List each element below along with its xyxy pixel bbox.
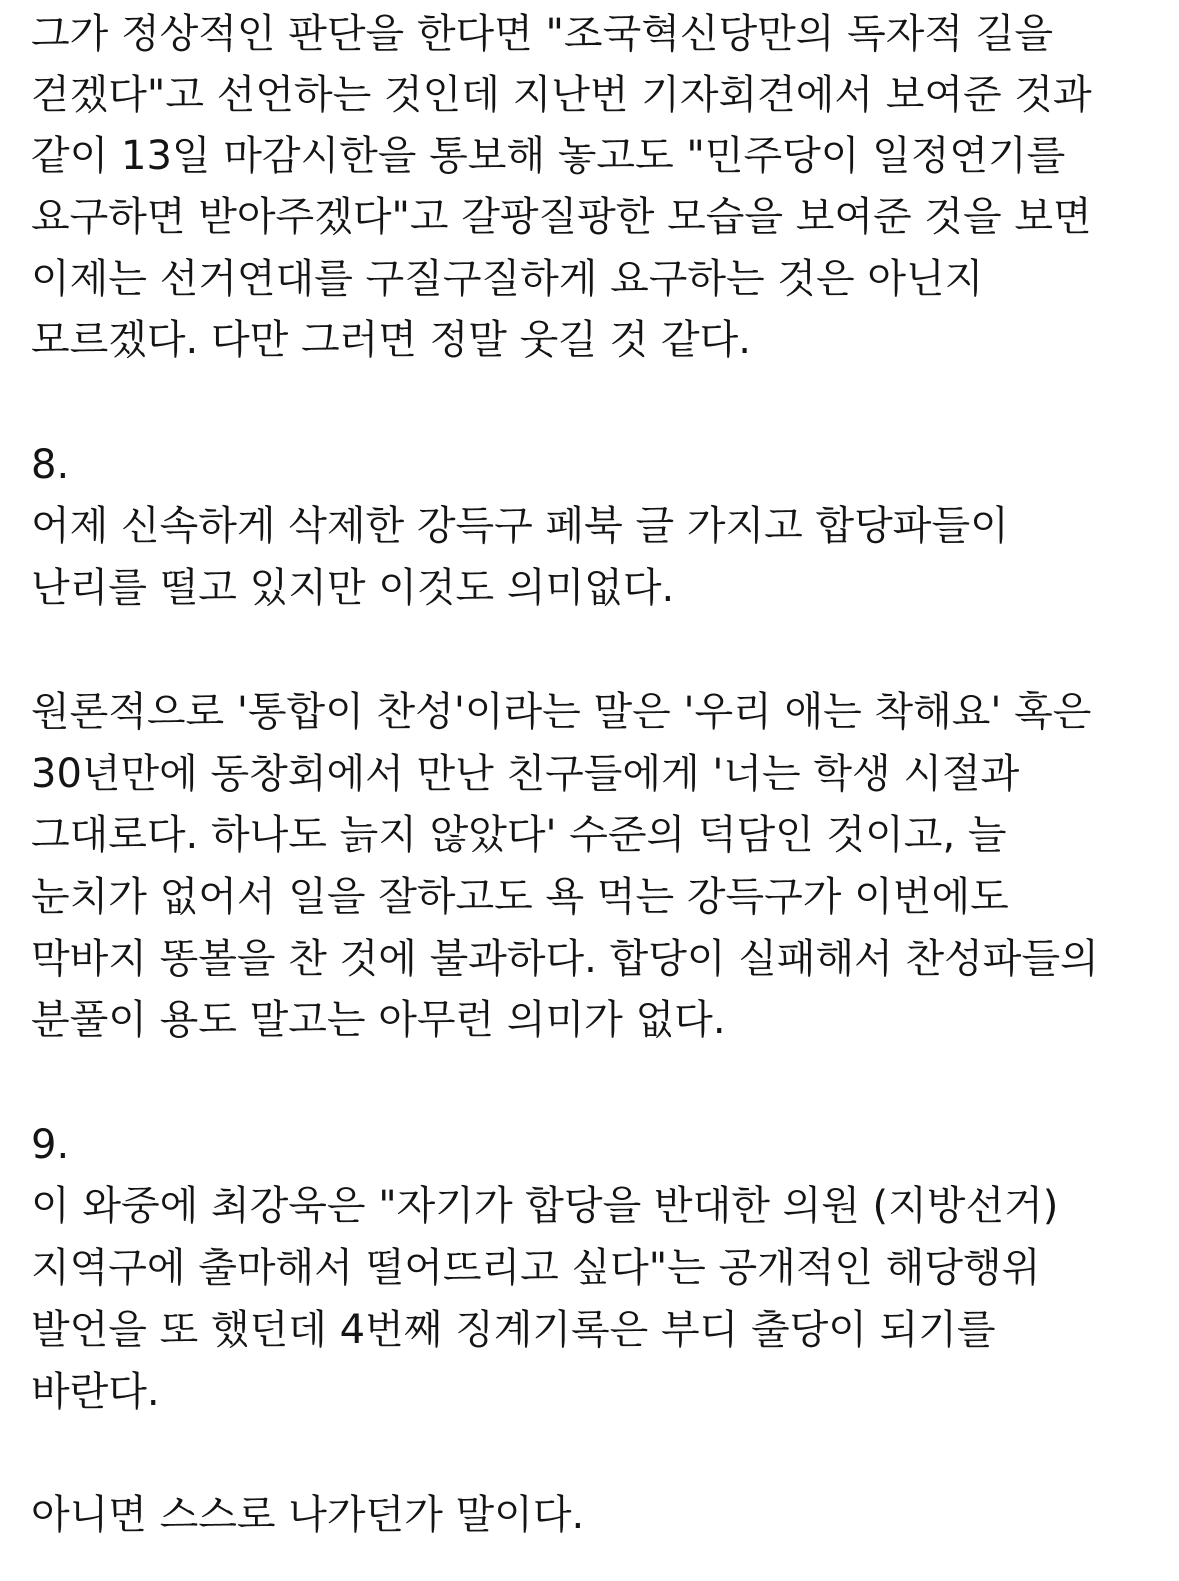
text-line: 걷겠다"고 선언하는 것인데 지난번 기자회견에서 보여준 것과 (31, 72, 1092, 118)
text-line: 모르겠다. 다만 그러면 정말 웃길 것 같다. (31, 317, 751, 363)
section-number: 9. (31, 1122, 70, 1168)
text-line: 지역구에 출마해서 떨어뜨리고 싶다"는 공개적인 해당행위 (31, 1245, 1041, 1291)
text-line: 그가 정상적인 판단을 한다면 "조국혁신당만의 독자적 길을 (31, 11, 1054, 57)
text-line: 눈치가 없어서 일을 잘하고도 욕 먹는 강득구가 이번에도 (31, 874, 1009, 920)
text-line: 그대로다. 하나도 늙지 않았다' 수준의 덕담인 것이고, 늘 (31, 812, 1007, 858)
text-line: 어제 신속하게 삭제한 강득구 페북 글 가지고 합당파들이 (31, 503, 1009, 549)
text-line: 바란다. (31, 1369, 160, 1415)
text-line: 원론적으로 '통합이 찬성'이라는 말은 '우리 애는 착해요' 혹은 (31, 689, 1092, 735)
section-number: 8. (31, 442, 70, 488)
text-line: 아니면 스스로 나가던가 말이다. (31, 1492, 585, 1538)
text-line: 30년만에 동창회에서 만난 친구들에게 '너는 학생 시절과 (31, 751, 1020, 797)
text-line: 막바지 똥볼을 찬 것에 불과하다. 합당이 실패해서 찬성파들의 (31, 936, 1099, 982)
text-line: 같이 13일 마감시한을 통보해 놓고도 "민주당이 일정연기를 (31, 133, 1066, 179)
text-line: 이 와중에 최강욱은 "자기가 합당을 반대한 의원 (지방선거) (31, 1183, 1059, 1229)
text-line: 이제는 선거연대를 구질구질하게 요구하는 것은 아닌지 (31, 256, 984, 302)
text-line: 요구하면 받아주겠다"고 갈팡질팡한 모습을 보여준 것을 보면 (31, 194, 1092, 240)
text-line: 발언을 또 했던데 4번째 징계기록은 부디 출당이 되기를 (31, 1307, 996, 1353)
text-line: 분풀이 용도 말고는 아무런 의미가 없다. (31, 997, 726, 1043)
text-line: 난리를 떨고 있지만 이것도 의미없다. (31, 565, 675, 611)
